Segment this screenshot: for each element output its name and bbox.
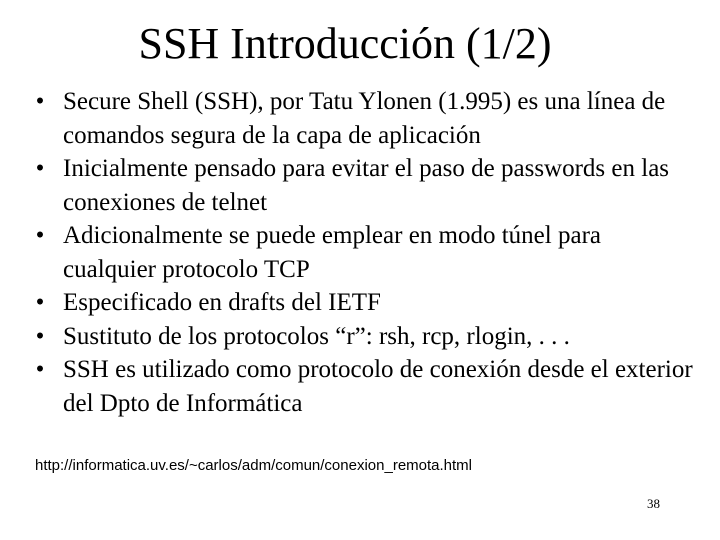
bullet-icon: • (35, 222, 45, 249)
bullet-icon: • (35, 155, 45, 182)
bullet-text: Especificado en drafts del IETF (63, 289, 381, 316)
bullet-list (30, 85, 700, 420)
bullet-item (30, 320, 700, 354)
bullet-text: SSH es utilizado como protocolo de conexión desde el exterior del Dpto de Informática (63, 356, 693, 417)
bullet-icon: • (35, 289, 45, 316)
bullet-item (30, 353, 700, 420)
bullet-item (30, 286, 700, 320)
bullet-item (30, 219, 700, 286)
page-number: 38 (647, 496, 660, 511)
bullet-text: Adicionalmente se puede emplear en modo túnel para cualquier protocolo TCP (63, 222, 601, 283)
bullet-text: Inicialmente pensado para evitar el paso de passwords en las conexiones de telnet (63, 155, 670, 216)
bullet-text: Sustituto de los protocolos “r”: rsh, rcp, rlogin, . . . (63, 322, 570, 350)
reference-link[interactable]: http://informatica.uv.es/~carlos/adm/comun/conexion_remota.html (35, 457, 473, 474)
bullet-icon: • (35, 322, 45, 350)
bullet-item (30, 152, 700, 219)
slide-title: SSH Introducción (1/2) (138, 19, 552, 68)
bullet-text: Secure Shell (SSH), por Tatu Ylonen (1.995) es una línea de comandos segura de la capa de aplicación (63, 88, 666, 149)
bullet-icon: • (35, 88, 45, 115)
bullet-item (30, 85, 700, 152)
bullet-icon: • (35, 356, 45, 383)
